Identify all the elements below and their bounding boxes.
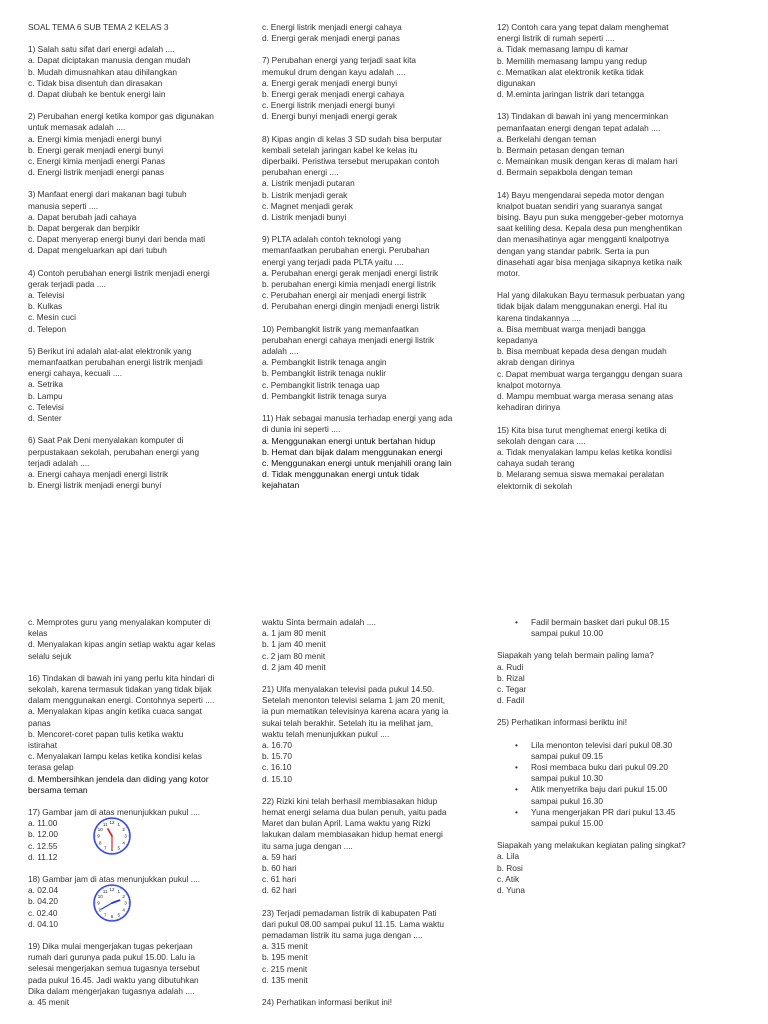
clock-numeral: 11: [102, 889, 108, 895]
text-line: akrab dengan dirinya: [497, 357, 575, 368]
text-line: c. Tidak bisa disentuh dan dirasakan: [28, 77, 163, 88]
text-line: untuk memasak adalah ....: [28, 122, 126, 133]
bullet-line: sampai pukul 15.00: [531, 818, 603, 829]
text-line: memanfaatkan perubahan energi listrik menjadi: [28, 357, 203, 368]
text-line: b. Dapat bergerak dan berpikir: [28, 223, 141, 234]
text-line: c. Energi kimia menjadi energi Panas: [28, 156, 165, 167]
text-line: b. Rizal: [497, 672, 525, 683]
text-line: c. Memprotes guru yang menyalakan komputer di: [28, 617, 211, 627]
text-line: 11) Hak sebagai manusia terhadap energi yang ada: [262, 413, 453, 424]
text-line: d. Energi listrik menjadi energi panas: [28, 167, 165, 178]
bullet-line: Atik menyetrika baju dari pukul 15.00: [531, 784, 668, 795]
text-line: hemat energi selama dua bulan penuh, yaitu pada: [262, 807, 447, 818]
clock-numeral: 1: [117, 889, 121, 895]
text-line: diperbaiki. Peristiwa tersebut merupakan contoh: [262, 156, 440, 167]
page1-column-3: [497, 22, 719, 503]
text-line: b. Mudah dimusnahkan atau dihilangkan: [28, 66, 177, 77]
text-line: a. Listrik menjadi putaran: [262, 178, 355, 189]
text-line: a. Lila: [497, 851, 520, 862]
text-line: manusia seperti ....: [28, 200, 99, 211]
question-block: [262, 22, 484, 44]
clock-numeral: 2: [122, 827, 125, 833]
text-line: a. Tidak memasang lampu di kamar: [497, 44, 629, 55]
text-line: knalpot buatan sendiri yang suaranya sangat: [497, 200, 663, 211]
text-line: tidak bijak dalam menggunakan energi. Hal itu: [497, 301, 668, 312]
text-line: b. Memilih memasang lampu yang redup: [497, 55, 647, 66]
text-line: a. Menyalakan kipas angin ketika cuaca sangat: [28, 706, 202, 717]
bullet-line: Lila menonton televisi dari pukul 08.30: [531, 739, 673, 750]
text-line: d. Energi bunyi menjadi energi gerak: [262, 111, 398, 122]
text-line: kembali setelah jaringan kabel ke kelas itu: [262, 144, 418, 155]
clock-icon-q18: [92, 883, 132, 923]
text-line: kehadiran dirinya: [497, 402, 561, 413]
bullet-item: [497, 617, 719, 639]
text-line: a. Dapat diciptakan manusia dengan mudah: [28, 55, 191, 66]
text-line: 23) Terjadi pemadaman listrik di kabupaten Pati: [262, 907, 437, 918]
question-18-text: 18) Gambar jam di atas menunjukkan pukul ....: [28, 874, 201, 885]
question-block: [262, 134, 484, 224]
text-line: c. Atik: [497, 873, 520, 884]
bullet-line: Yuna mengerjakan PR dari pukul 13.45: [531, 806, 676, 817]
text-line: a. 16.70: [262, 740, 292, 751]
text-line: 21) Ulfa menyalakan televisi pada pukul 14.50.: [262, 684, 435, 695]
question-block: [262, 684, 484, 785]
clock-numeral: 8: [99, 907, 102, 913]
text-line: knalpot motornya: [497, 379, 561, 390]
text-line: a. Pembangkit listrik tenaga angin: [262, 357, 387, 368]
text-line: terasa gelap: [28, 762, 74, 773]
page1-column-1: [28, 22, 250, 502]
text-line-dark: c. Menggunakan energi untuk menjahili orang lain: [262, 457, 452, 468]
question-block: [262, 617, 484, 673]
text-line: d. Telepon: [28, 323, 67, 334]
question-block: [497, 650, 719, 706]
text-line: kepadanya: [497, 335, 538, 346]
text-line: d. Energi gerak menjadi energi panas: [262, 33, 400, 44]
question-block: [262, 796, 484, 897]
text-line: a. Energi gerak menjadi energi bunyi: [262, 77, 398, 88]
question-block: [28, 435, 250, 491]
clock-numeral: 11: [102, 822, 108, 828]
clock-numeral: 6: [110, 914, 114, 920]
question-block: [28, 22, 250, 33]
bullet-line: sampai pukul 10.00: [531, 628, 603, 639]
question-block: [262, 55, 484, 122]
text-line: 1) Salah satu sifat dari energi adalah ....: [28, 44, 175, 55]
clock-numeral: 12: [109, 820, 115, 826]
bullet-line: sampai pukul 16.30: [531, 795, 603, 806]
bullet-line: Fadil bermain basket dari pukul 08.15: [531, 617, 670, 627]
clock-numeral: 3: [124, 900, 127, 906]
text-line: perubahan energi cahaya menjadi energi listrik: [262, 334, 435, 345]
text-line: a. Energi cahaya menjadi energi listrik: [28, 468, 169, 479]
text-line: waktu telah menunjukkan pukul ....: [262, 728, 390, 739]
clock-numeral: 9: [97, 900, 100, 906]
text-line: 16) Tindakan di bawah ini yang perlu kita hindari di: [28, 672, 215, 683]
clock-numeral: 7: [103, 912, 107, 918]
text-line: waktu Sinta bermain adalah ....: [262, 617, 376, 627]
text-line: d. Senter: [28, 413, 62, 424]
text-line: a. Perubahan energi gerak menjadi energi listrik: [262, 267, 439, 278]
text-line: pemadaman listrik itu sama juga dengan ....: [262, 930, 423, 941]
question-block: [497, 840, 719, 896]
question-block: [497, 111, 719, 178]
text-line: sukai telah berakhir. Setelah itu ia melihat jam,: [262, 717, 434, 728]
text-line: sekolah dengan cara ....: [497, 435, 586, 446]
text-line: dalam menggunakan energi. Contohnya seperti ....: [28, 695, 215, 706]
text-line: d. Listrik menjadi bunyi: [262, 212, 347, 223]
text-line: cahaya sudah terang: [497, 458, 575, 469]
text-line: c. Pembangkit listrik tenaga uap: [262, 379, 380, 390]
bullet-list-activities: [497, 740, 719, 830]
text-line: digunakan: [497, 78, 536, 89]
text-line: d. 2 jam 40 menit: [262, 661, 326, 672]
question-block: [262, 997, 484, 1008]
text-line: b. Lampu: [28, 390, 63, 401]
text-line: a. Rudi: [497, 661, 524, 672]
text-line: a. Berkelahi dengan teman: [497, 133, 597, 144]
bullet-item: [497, 762, 719, 784]
text-line: kelas: [28, 628, 48, 639]
text-line: c. Dapat membuat warga terganggu dengan suara: [497, 368, 683, 379]
page2-column-3: [497, 617, 719, 907]
text-line: energi listrik di rumah seperti ....: [497, 33, 615, 44]
text-line: panas: [28, 717, 51, 728]
clock-numeral: 3: [124, 833, 127, 839]
text-line: rumah dari gurunya pada pukul 15.00. Lalu ia: [28, 952, 195, 963]
text-line-dark: d. Membersihkan jendela dan diding yang kotor: [28, 773, 209, 784]
text-line: a. 315 menit: [262, 941, 308, 952]
text-line: lakukan dalam membiasakan hidup hemat energi: [262, 829, 443, 840]
text-line: d. M.eminta jaringan listrik dari tetangga: [497, 89, 645, 100]
text-line: b. Pembangkit listrik tenaga nuklir: [262, 368, 387, 379]
text-line: b. Bisa membuat kepada desa dengan mudah: [497, 346, 667, 357]
text-line: 3) Manfaat energi dari makanan bagi tubuh: [28, 189, 187, 200]
text-line: 9) PLTA adalah contoh teknologi yang: [262, 234, 401, 245]
text-line: c. 2 jam 80 menit: [262, 650, 326, 661]
text-line: Siapakah yang melakukan kegiatan paling singkat?: [497, 840, 686, 851]
text-line: energi cahaya, kecuali ....: [28, 368, 123, 379]
text-line: terjadi adalah ....: [28, 457, 90, 468]
question-block: [262, 413, 484, 491]
question-block: [28, 268, 250, 335]
text-line: c. 16.10: [262, 762, 292, 773]
text-line: b. Melarang semua siswa memakai peralatan: [497, 469, 664, 480]
text-line: c. Televisi: [28, 401, 64, 412]
bullet-item: [497, 807, 719, 829]
text-line: b. 60 hari: [262, 863, 297, 874]
text-line: 8) Kipas angin di kelas 3 SD sudah bisa berputar: [262, 133, 442, 144]
question-block: [28, 941, 250, 1008]
text-line: Siapakah yang telah bermain paling lama?: [497, 650, 654, 661]
text-line: 12) Contoh cara yang tepat dalam menghemat: [497, 22, 669, 32]
text-line-dark: bersama teman: [28, 784, 88, 795]
text-line: d. Dapat mengeluarkan api dari tubuh: [28, 245, 167, 256]
bullet-line: Rosi membaca buku dari pukul 09.20: [531, 762, 668, 773]
text-line: 25) Perhatikan informasi beriktu ini!: [497, 717, 628, 728]
text-line: a. Dapat berubah jadi cahaya: [28, 211, 137, 222]
text-line: b. Energi gerak menjadi energi bunyi: [28, 144, 164, 155]
text-line: d. Pembangkit listrik tenaga surya: [262, 390, 387, 401]
text-line: perubahan energi ....: [262, 167, 339, 178]
text-line: dinasehati agar bisa menjaga sikapnya ketika naik: [497, 256, 682, 267]
text-line: 2) Perubahan energi ketika kompor gas digunakan: [28, 111, 214, 122]
text-line: a. Setrika: [28, 379, 64, 390]
text-line: di dunia ini seperti ....: [262, 424, 341, 435]
text-line: 7) Perubahan energi yang terjadi saat kita: [262, 55, 417, 66]
question-block: [28, 617, 250, 662]
question-block: [497, 290, 719, 413]
page2-column-1: [28, 617, 250, 1019]
text-line: b. Energi listrik menjadi energi bunyi: [28, 480, 162, 491]
text-line: dan menasihatinya agar mengganti knalpotnya: [497, 234, 670, 245]
text-line: b. Listrik menjadi gerak: [262, 189, 348, 200]
text-line: elektornik di sekolah: [497, 480, 573, 491]
question-block: [497, 190, 719, 280]
text-line: a. 45 menit: [28, 997, 70, 1008]
clock-numeral: 7: [103, 845, 107, 851]
text-line: a. Bisa membuat warga menjadi bangga: [497, 323, 646, 334]
text-line: b. Mencoret-coret papan tulis ketika waktu: [28, 728, 184, 739]
clock-numeral: 5: [117, 912, 121, 918]
text-line: gerak terjadi pada ....: [28, 278, 106, 289]
text-line: memanfaatkan perubahan energi. Perubahan: [262, 245, 430, 256]
text-line: adalah ....: [262, 346, 299, 357]
clock-numeral: 4: [122, 840, 125, 846]
text-line: 14) Bayu mengendarai sepeda motor dengan: [497, 189, 664, 200]
text-line: 24) Perhatikan informasi berikut ini!: [262, 997, 393, 1008]
text-line: 10) Pembangkit listrik yang memanfaatkan: [262, 323, 419, 334]
question-block: [28, 346, 250, 424]
text-line: bising. Bayu pun suka menggeber-geber motornya: [497, 212, 684, 223]
text-line: a. Tidak menyalakan lampu kelas ketika kondisi: [497, 446, 672, 457]
question-block: [28, 189, 250, 256]
question-block: [262, 234, 484, 312]
text-line: Dika dalam mengerjakan tugasnya adalah ....: [28, 985, 195, 996]
clock-numeral: 10: [97, 894, 103, 900]
question-block: [497, 22, 719, 100]
text-line: 13) Tindakan di bawah ini yang mencerminkan: [497, 111, 669, 122]
question-block: [28, 673, 250, 796]
question-block: [497, 717, 719, 728]
text-line: c. Perubahan energi air menjadi energi listrik: [262, 290, 427, 301]
text-line: b. 1 jam 40 menit: [262, 639, 326, 650]
text-line: d. Fadil: [497, 695, 525, 706]
text-line: d. Menyalakan kipas angin setiap waktu agar kelas: [28, 639, 216, 650]
text-line: Setelah menonton televisi selama 1 jam 20 menit,: [262, 695, 446, 706]
text-line: sekolah, karena termasuk tidakan yang tidak bijak: [28, 684, 212, 695]
text-line: pada pukul 16.45. Jadi waktu yang dibutuhkan: [28, 974, 199, 985]
text-line: b. Rosi: [497, 862, 523, 873]
text-line: c. Energi listrik menjadi energi bunyi: [262, 100, 395, 111]
question-17: [28, 807, 250, 863]
clock-numeral: 2: [122, 894, 125, 900]
text-line: 19) Dika mulai mengerjakan tugas pekerjaan: [28, 941, 193, 952]
text-line: b. 195 menit: [262, 952, 308, 963]
bullet-line: sampai pukul 10.30: [531, 773, 603, 784]
text-line: 22) Rizki kini telah berhasil membiasakan hidup: [262, 795, 438, 806]
clock-numeral: 10: [97, 827, 103, 833]
clock-numeral: 1: [117, 822, 121, 828]
text-line: a. Televisi: [28, 290, 65, 301]
text-line: 15) Kita bisa turut menghemat energi ketika di: [497, 424, 667, 435]
text-line: b. Bermain petasan dengan teman: [497, 145, 625, 156]
text-line: d. Dapat diubah ke bentuk energi lain: [28, 89, 166, 100]
text-line: d. Bermain sepakbola dengan teman: [497, 167, 633, 178]
text-line: istirahat: [28, 740, 58, 751]
text-line: selesai mengerjakan semua tugasnya tersebut: [28, 963, 200, 974]
text-line-dark: kejahatan: [262, 480, 300, 491]
text-line: pemanfaatan energi dengan tepat adalah ....: [497, 122, 661, 133]
clock-numeral: 8: [99, 840, 102, 846]
text-line: Maret dan bulan April. Lama waktu yang Rizki: [262, 818, 431, 829]
bullet-icon: •: [515, 617, 518, 627]
text-line: c. 215 menit: [262, 963, 308, 974]
text-line: a. 59 hari: [262, 851, 297, 862]
text-line: karena tindakannya ....: [497, 312, 581, 323]
text-line: b. Kulkas: [28, 301, 63, 312]
question-17-text: 17) Gambar jam di atas menunjukkan pukul ....: [28, 807, 201, 818]
clock-numeral: 9: [97, 833, 100, 839]
text-line: c. Memainkan musik dengan keras di malam hari: [497, 156, 678, 167]
text-line: ia pun mematikan televisinya karena acara yang ia: [262, 706, 449, 717]
text-line: b. Energi gerak menjadi energi cahaya: [262, 89, 405, 100]
page1-column-2: [262, 22, 484, 503]
text-line: motor.: [497, 268, 521, 279]
bullet-icon: •: [515, 784, 518, 795]
text-line: a. Energi kimia menjadi energi bunyi: [28, 133, 162, 144]
question-block: [262, 908, 484, 986]
text-line: 4) Contoh perubahan energi listrik menjadi energi: [28, 267, 210, 278]
text-line: c. Tegar: [497, 684, 527, 695]
question-18: [28, 874, 250, 930]
text-line: d. 15.10: [262, 773, 292, 784]
text-line: SOAL TEMA 6 SUB TEMA 2 KELAS 3: [28, 22, 169, 32]
question-17-options: a. 11.00 b. 12.00 c. 12.55 d. 11.12: [28, 818, 58, 862]
question-block: [28, 111, 250, 178]
clock-numeral: 5: [117, 845, 121, 851]
clock-numeral: 6: [110, 847, 114, 853]
text-line: c. Menyalakan lampu kelas ketika kondisi kelas: [28, 751, 202, 762]
text-line: d. Mampu membuat warga merasa senang atas: [497, 391, 674, 402]
text-line: saat keliling desa. Kepala desa pun menghentikan: [497, 223, 682, 234]
text-line: 5) Berikut ini adalah alat-alat elektronik yang: [28, 345, 192, 356]
text-line: c. Dapat menyerap energi bunyi dari benda mati: [28, 234, 206, 245]
bullet-item: [497, 740, 719, 762]
text-line: itu sama juga dengan ....: [262, 840, 353, 851]
bullet-icon: •: [515, 739, 518, 750]
page2-column-2: [262, 617, 484, 1019]
bullet-icon: •: [515, 762, 518, 773]
text-line: c. Mematikan alat elektronik ketika tidak: [497, 66, 644, 77]
question-block: [497, 425, 719, 492]
text-line: b. 15.70: [262, 751, 292, 762]
bullet-list-top: [497, 617, 719, 639]
text-line: b. perubahan energi kimia menjadi energi listrik: [262, 279, 436, 290]
text-line: c. 61 hari: [262, 874, 297, 885]
text-line: selalu sejuk: [28, 650, 72, 661]
clock-numeral: 12: [109, 887, 115, 893]
text-line: c. Mesin cuci: [28, 312, 76, 323]
question-block: [28, 44, 250, 100]
clock-icon-q17: [92, 816, 132, 856]
text-line: d. Yuna: [497, 885, 525, 896]
text-line-dark: b. Hemat dan bijak dalam menggunakan energi: [262, 446, 443, 457]
text-line-dark: a. Menggunakan energi untuk bertahan hidup: [262, 435, 436, 446]
question-18-options: a. 02.04 b. 04.20 c. 02.40 d. 04.10: [28, 885, 58, 929]
text-line: dari pukul 08.00 sampai pukul 11.15. Lama waktu: [262, 918, 445, 929]
text-line: c. Magnet menjadi gerak: [262, 200, 353, 211]
text-line: d. 62 hari: [262, 885, 297, 896]
text-line: energi yang terjadi pada PLTA yaitu ....: [262, 256, 404, 267]
text-line: c. Energi listrik menjadi energi cahaya: [262, 22, 402, 32]
question-block: [262, 324, 484, 402]
clock-numeral: 4: [122, 907, 125, 913]
text-line-dark: d. Tidak menggunakan energi untuk tidak: [262, 469, 420, 480]
bullet-line: sampai pukul 09.15: [531, 750, 603, 761]
text-line: d. 135 menit: [262, 974, 308, 985]
text-line: dengan yang standar pabrik. Serta ia pun: [497, 245, 650, 256]
text-line: d. Perubahan energi dingin menjadi energi listrik: [262, 301, 440, 312]
text-line: memukul drum dengan kayu adalah ....: [262, 66, 406, 77]
bullet-item: [497, 784, 719, 806]
bullet-icon: •: [515, 806, 518, 817]
text-line: perpustakaan sekolah, perubahan energi yang: [28, 446, 200, 457]
text-line: a. 1 jam 80 menit: [262, 628, 326, 639]
text-line: Hal yang dilakukan Bayu termasuk perbuatan yang: [497, 290, 685, 301]
text-line: 6) Saat Pak Deni menyalakan komputer di: [28, 435, 184, 446]
